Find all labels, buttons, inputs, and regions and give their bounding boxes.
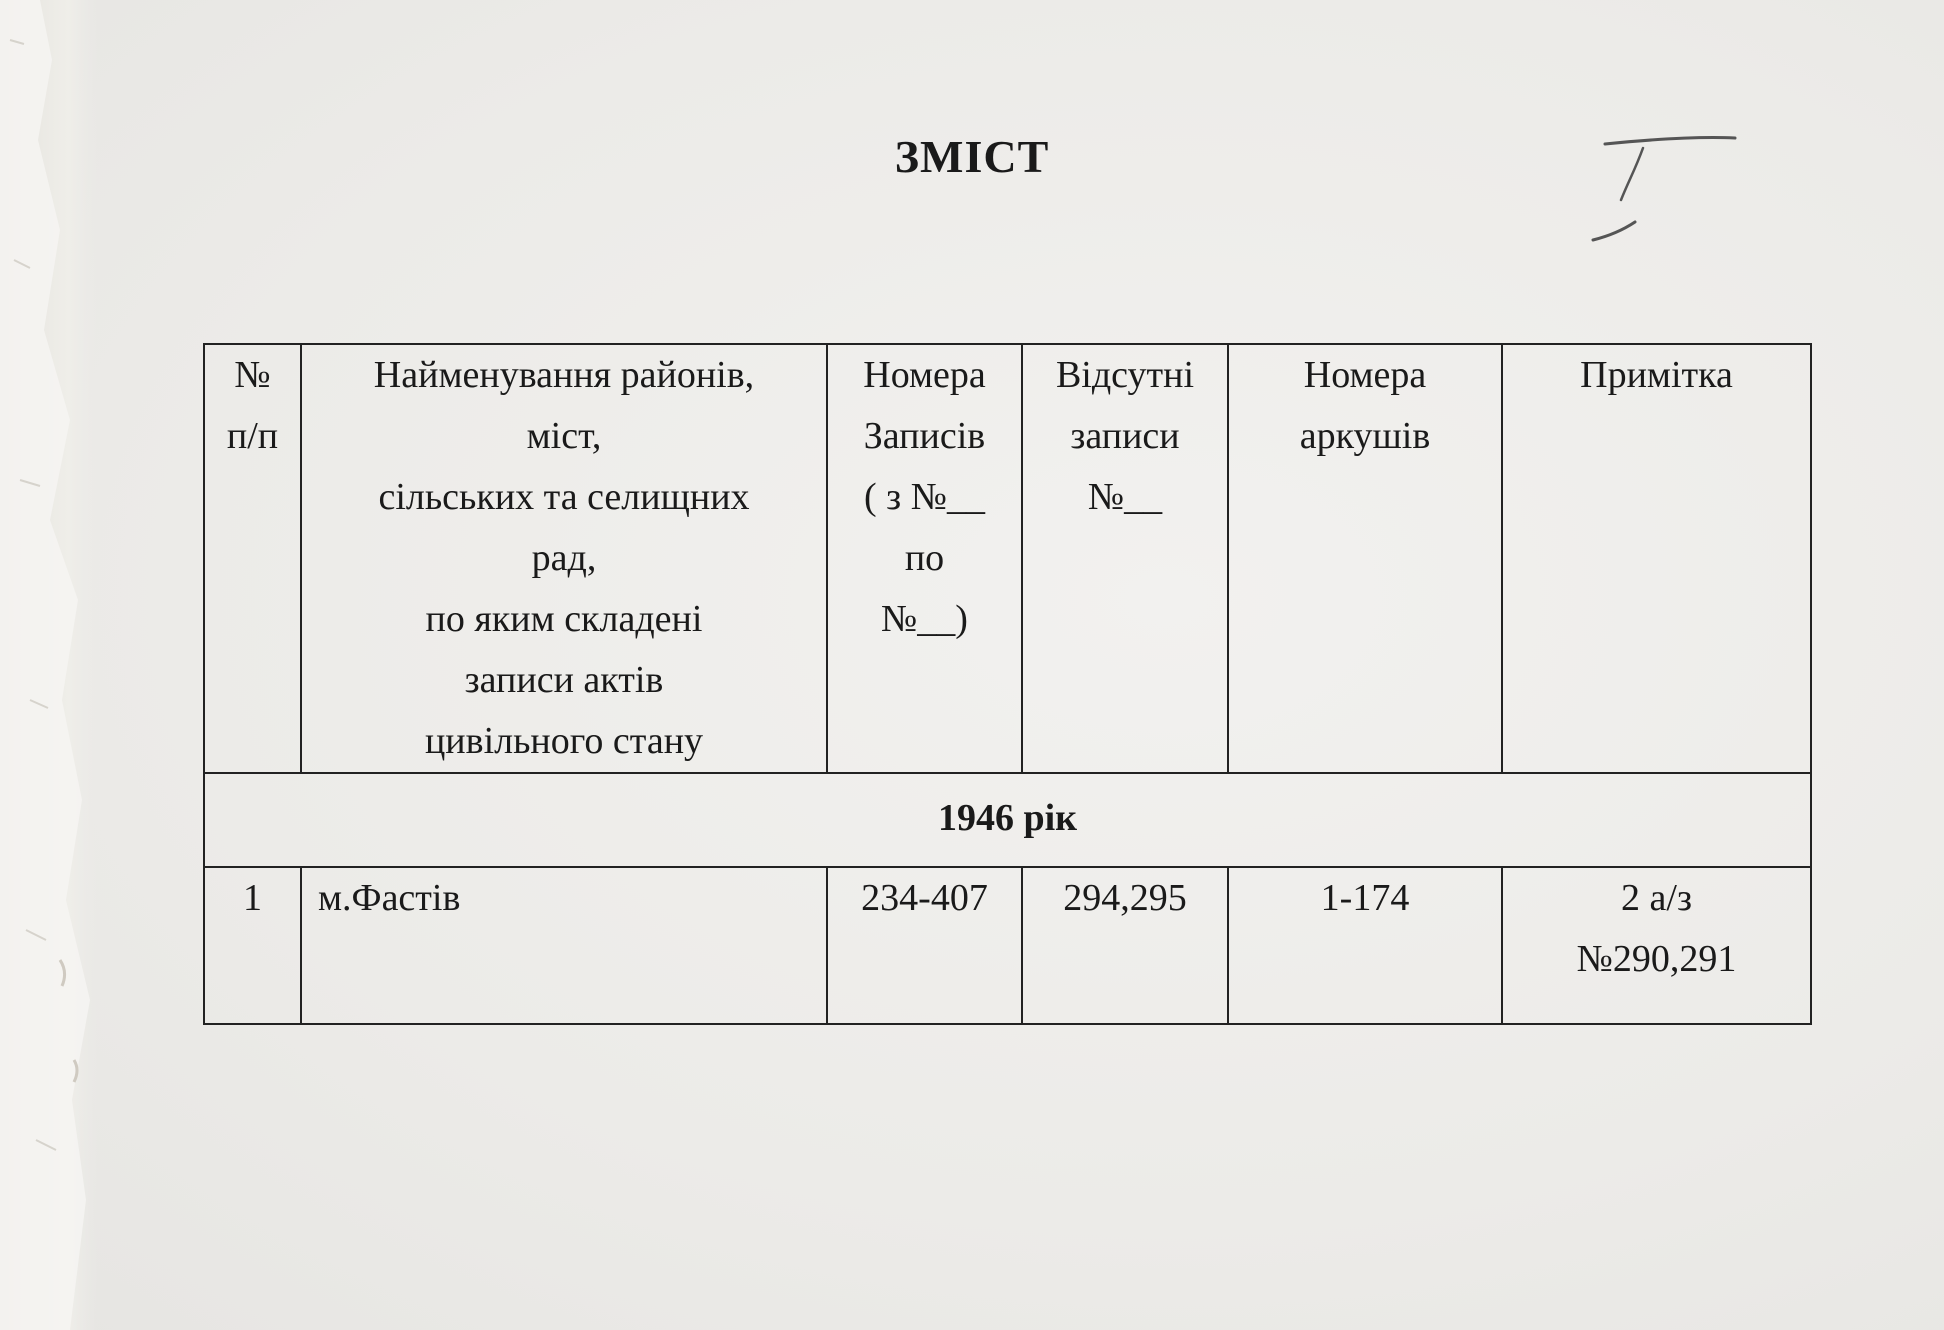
header-name: Найменування районів, міст, сільських та селищних рад, по яким складені записи актів цивільного стану [301, 344, 827, 773]
page-title: ЗМІСТ [894, 131, 1050, 182]
header-records: Номера Записів ( з №__ по №__) [827, 344, 1022, 773]
row-records: 234-407 [827, 867, 1022, 1024]
table-row [204, 867, 1811, 1024]
row-name: м.Фастів [301, 867, 827, 1024]
table-header-row [204, 344, 1811, 773]
row-note: 2 а/з №290,291 [1502, 867, 1811, 1024]
header-sheets: Номера аркушів [1228, 344, 1502, 773]
header-missing: Відсутні записи №__ [1022, 344, 1228, 773]
row-missing: 294,295 [1022, 867, 1228, 1024]
contents-table [203, 343, 1812, 1025]
torn-left-edge [0, 0, 98, 1330]
row-number: 1 [204, 867, 301, 1024]
handwritten-mark [1585, 130, 1745, 255]
row-sheets: 1-174 [1228, 867, 1502, 1024]
year-label: 1946 рік [204, 773, 1811, 867]
year-row [204, 773, 1811, 867]
header-note: Примітка [1502, 344, 1811, 773]
header-number: № п/п [204, 344, 301, 773]
